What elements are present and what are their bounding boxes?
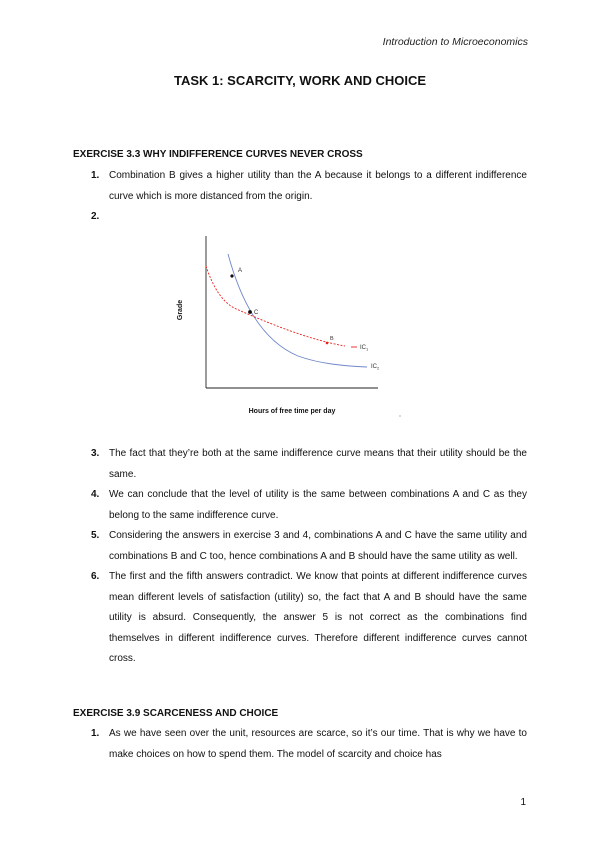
list-item: 6. The first and the fifth answers contradict. We know that points at different indifference curves mean different levels of satisfaction (utility) so, the fact that A and B should have the same utility is absurd. Consequently, the answer 5 is not correct as the combinations find themselves in different indifference curves. Therefore different indifference curves cannot cross. (91, 571, 527, 664)
exercise-3-3-list-a: 1. Combination B gives a higher utility than the A because it belongs to a different indifference curve which is more distanced from the origin. 2. (73, 166, 527, 207)
point-a-label: A (238, 268, 243, 274)
running-header: Introduction to Microeconomics (382, 36, 528, 48)
stray-mark (399, 415, 400, 416)
list-item: 1. Combination B gives a higher utility than the A because it belongs to a different indifference curve which is more distanced from the origin. (91, 170, 527, 202)
list-item: 1. As we have seen over the unit, resources are scarce, so it’s our time. That is why we have to make choices on how to spend them. The model of scarcity and choice has (91, 728, 527, 760)
section-heading-exercise-3-3: EXERCISE 3.3 WHY INDIFFERENCE CURVES NEVER CROSS (73, 149, 363, 160)
list-item: 3. The fact that they’re both at the same indifference curve means that their utility should be the same. (91, 448, 527, 480)
ic2-label: $IC_2$ (371, 364, 380, 371)
point-c-label: C (254, 310, 259, 316)
ic1-label: $IC_1$ (360, 345, 369, 352)
exercise-3-9-list (73, 724, 527, 765)
x-axis-label: Hours of free time per day (248, 408, 336, 415)
y-axis-label: Grade (177, 299, 184, 321)
page-title: TASK 1: SCARCITY, WORK AND CHOICE (173, 73, 427, 88)
indifference-curve-figure (170, 228, 410, 424)
list-item: 5. Considering the answers in exercise 3 and 4, combinations A and C have the same utility and combinations B and C too, hence combinations A and B should have the same utility as well. (91, 530, 527, 562)
list-item: 4. We can conclude that the level of utility is the same between combinations A and C as they belong to the same indifference curve. (91, 489, 527, 521)
point-b-label: B (330, 336, 334, 342)
page-number: 1 (520, 797, 526, 808)
section-heading-exercise-3-9: EXERCISE 3.9 SCARCENESS AND CHOICE (73, 708, 279, 719)
ic1-curve-red (206, 266, 345, 346)
point-a (230, 274, 233, 277)
exercise-3-3-list-b (73, 444, 527, 670)
point-c (248, 310, 252, 314)
point-b (326, 342, 329, 345)
